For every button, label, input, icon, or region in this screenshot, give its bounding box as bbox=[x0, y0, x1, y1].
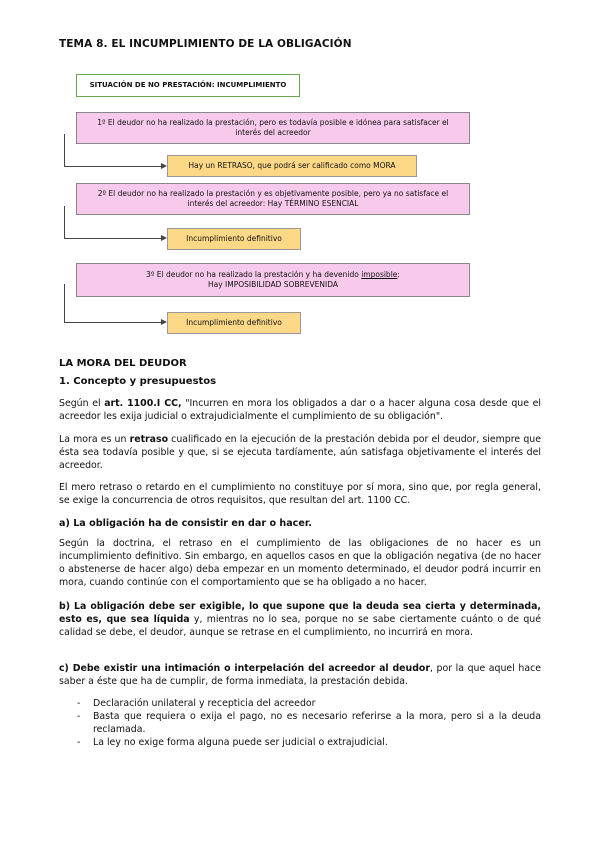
connector-2-vertical bbox=[64, 206, 65, 239]
requirement-a-heading: a) La obligación ha de consistir en dar o hacer. bbox=[59, 518, 312, 529]
case3-line2: Hay IMPOSIBILIDAD SOBREVENIDA bbox=[207, 280, 339, 289]
paragraph-art1100: Según el art. 1100.I CC, "Incurren en mora los obligados a dar o a hacer alguna cosa desde que el acreedor les exija judicial o extrajudicialmente el cumplimiento de su obligación". bbox=[59, 398, 541, 422]
bullet-list-container bbox=[59, 697, 541, 749]
requirement-a-text: Según la doctrina, el retraso en el cumplimiento de las obligaciones de no hacer es un incumplimiento definitivo. Sin embargo, en aquellos casos en que la obligación negativa (de no hacer o abstenerse de hacer algo) deba empezar en un momento determinado, el deudor podrá incurrir en mora, cuando continúe con el comportamiento que se ha obligado a no hacer. bbox=[59, 538, 541, 588]
section-subheading: 1. Concepto y presupuestos bbox=[59, 376, 217, 387]
situation-label: SITUACIÓN DE NO PRESTACIÓN: INCUMPLIMIENTO bbox=[89, 80, 287, 89]
connector-3-vertical bbox=[64, 284, 65, 323]
page-title: TEMA 8. EL INCUMPLIMIENTO DE LA OBLIGACIÓN bbox=[59, 38, 352, 50]
case1-label: 1º El deudor no ha realizado la prestación, pero es todavía posible e idónea para satisfacer el interés del acreedor bbox=[97, 118, 449, 137]
connector-3-horizontal bbox=[64, 322, 162, 323]
list-item: - Declaración unilateral y recepticia del acreedor bbox=[59, 697, 541, 710]
requirement-c: c) Debe existir una intimación o interpelación del acreedor al deudor, por la que aquel hace saber a éste que ha de cumplir, de forma inmediata, la prestación debida. bbox=[59, 663, 541, 687]
result3-box bbox=[167, 312, 301, 334]
case2-box bbox=[76, 183, 470, 215]
requirement-b: b) La obligación debe ser exigible, lo que supone que la deuda sea cierta y determinada, esto es, que sea líquida y, mientras no lo sea, porque no se sabe ciertamente cuánto o de qué calidad se debe, el deudor, aunque se retrase en el cumplimiento, no incurrirá en mora. bbox=[59, 601, 541, 638]
paragraph-mero-retraso: El mero retraso o retardo en el cumplimiento no constituye por sí mora, sino que, por regla general, se exige la concurrencia de otros requisitos, que resultan del art. 1100 CC. bbox=[59, 482, 541, 506]
bullet-list bbox=[59, 697, 541, 749]
connector-1-vertical bbox=[64, 134, 65, 167]
result1-box bbox=[167, 155, 417, 177]
result3-label: Incumplimiento definitivo bbox=[186, 318, 282, 328]
result1-label: Hay un RETRASO, que podrá ser calificado como MORA bbox=[188, 161, 396, 171]
case3-line1: 3º El deudor no ha realizado la prestación y ha devenido imposible: bbox=[146, 270, 400, 280]
paragraph-mora-definition: La mora es un retraso cualificado en la ejecución de la prestación debida por el deudor, siempre que ésta sea todavía posible y que, si se ejecuta tardíamente, aún satisfaga objetivamente el interés del acreedor. bbox=[59, 434, 541, 471]
section-heading: LA MORA DEL DEUDOR bbox=[59, 358, 187, 369]
situation-box bbox=[76, 74, 300, 97]
case3-box bbox=[76, 263, 470, 297]
list-item: - Basta que requiera o exija el pago, no es necesario referirse a la mora, pero si a la deuda reclamada. bbox=[59, 710, 541, 736]
case1-box bbox=[76, 112, 470, 144]
connector-1-horizontal bbox=[64, 166, 162, 167]
connector-2-horizontal bbox=[64, 238, 162, 239]
result2-label: Incumplimiento definitivo bbox=[186, 234, 282, 244]
result2-box bbox=[167, 228, 301, 250]
list-item: - La ley no exige forma alguna puede ser judicial o extrajudicial. bbox=[59, 736, 541, 749]
case2-label: 2º El deudor no ha realizado la prestación y es objetivamente posible, pero ya no satisface el interés del acreedor: Hay TÉRMINO ESENCIAL bbox=[97, 189, 449, 208]
